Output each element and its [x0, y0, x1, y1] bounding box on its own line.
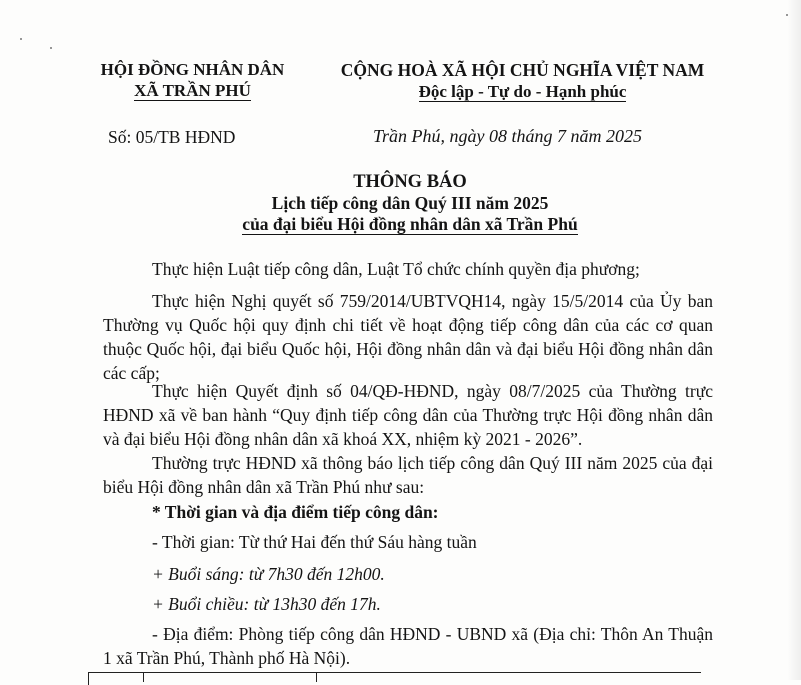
agency-line2-text: XÃ TRẦN PHÚ	[134, 81, 251, 100]
paragraph-3: Thực hiện Quyết định số 04/QĐ-HĐND, ngày 08/7/2025 của Thường trực HĐND xã về ban hành “Quy định tiếp công dân của Thường trực Hội đồng nhân dân và đại biểu Hội đồng nhân dân xã khoá XX, nhiệm kỳ 2021 - 2026”.	[103, 381, 713, 449]
time-line: - Thời gian: Từ thứ Hai đến thứ Sáu hàng tuần	[152, 532, 477, 552]
document-title	[100, 172, 720, 235]
afternoon-hours: + Buổi chiều: từ 13h30 đến 17h.	[152, 594, 381, 614]
schedule-table-divider	[316, 672, 317, 682]
title-main: THÔNG BÁO	[353, 172, 467, 192]
schedule-table-divider	[143, 672, 144, 682]
national-motto	[320, 60, 725, 102]
place-date: Trần Phú, ngày 08 tháng 7 năm 2025	[373, 126, 643, 146]
title-line3	[242, 214, 577, 235]
agency-line2	[85, 81, 300, 101]
paragraph-2: Thực hiện Nghị quyết số 759/2014/UBTVQH14, ngày 15/5/2014 của Ủy ban Thường vụ Quốc hội quy định chi tiết về hoạt động tiếp công dân của các cơ quan thuộc Quốc hội, đại biểu Quốc hội, Hội đồng nhân dân và đại biểu Hội đồng nhân dân các cấp;	[103, 291, 713, 383]
nation-line1: CỘNG HOÀ XÃ HỘI CHỦ NGHĨA VIỆT NAM	[340, 60, 705, 80]
scan-speck	[20, 38, 22, 40]
section-heading: * Thời gian và địa điểm tiếp công dân:	[152, 502, 439, 522]
paragraph-1: Thực hiện Luật tiếp công dân, Luật Tổ chức chính quyền địa phương;	[152, 259, 640, 279]
document-number: Số: 05/TB HĐND	[108, 127, 236, 147]
title-line3-text: của đại biểu Hội đồng nhân dân xã Trần Phú	[242, 214, 578, 234]
nation-line2-text: Độc lập - Tự do - Hạnh phúc	[418, 82, 627, 101]
schedule-table-top	[88, 672, 701, 685]
agency-name	[85, 60, 300, 101]
paragraph-4: Thường trực HĐND xã thông báo lịch tiếp công dân Quý III năm 2025 của đại biểu Hội đồng nhân dân xã Trần Phú như sau:	[103, 453, 713, 497]
page-edge-shadow	[787, 0, 801, 680]
scan-speck	[50, 47, 52, 49]
nation-line2	[320, 82, 725, 102]
title-line2: Lịch tiếp công dân Quý III năm 2025	[271, 193, 549, 213]
location: - Địa điểm: Phòng tiếp công dân HĐND - UBND xã (Địa chỉ: Thôn An Thuận 1 xã Trần Phú, Thành phố Hà Nội).	[103, 624, 713, 668]
morning-hours: + Buổi sáng: từ 7h30 đến 12h00.	[152, 564, 385, 584]
agency-line1: HỘI ĐỒNG NHÂN DÂN	[100, 60, 285, 79]
